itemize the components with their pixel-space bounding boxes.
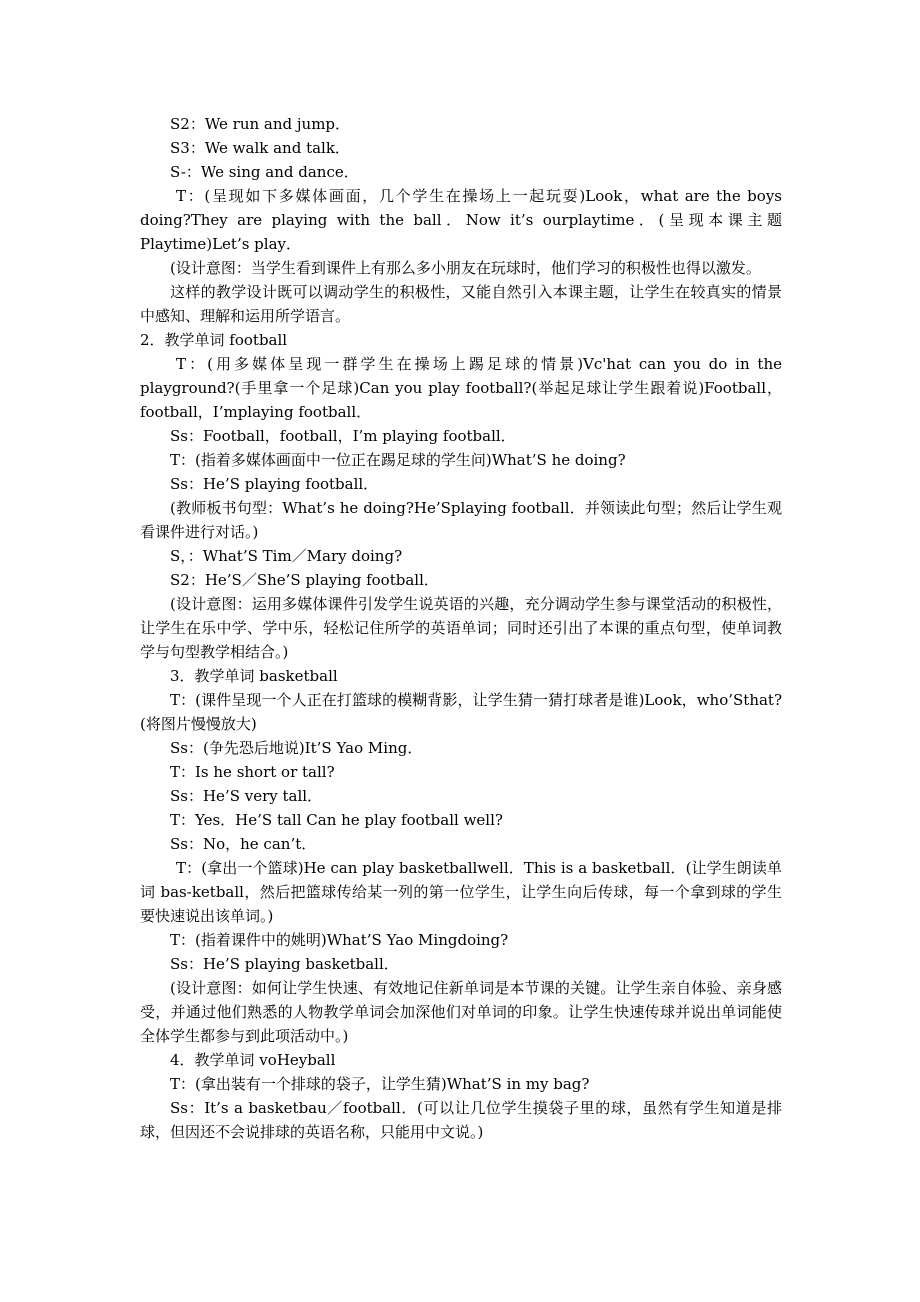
paragraph: (设计意图：运用多媒体课件引发学生说英语的兴趣，充分调动学生参与课堂活动的积极性，让学生在乐中学、学中乐，轻松记住所学的英语单词；同时还引出了本课的重点句型，使单词教学与句型教学相结合。) [140, 595, 782, 661]
paragraph: S，：What’S Tim／Mary doing? [170, 547, 403, 565]
paragraph: S2：He’S／She’S playing football． [170, 571, 439, 589]
paragraph: T：(用多媒体呈现一群学生在操场上踢足球的情景)Vc'hat can you do in the playground?(手里拿一个足球)Can you play football?(举起足球让学生跟着说)Football，football，I’mplaying football． [140, 355, 782, 421]
section-heading: 2．教学单词 football [140, 331, 288, 349]
paragraph: T：Is he short or tall? [170, 763, 335, 781]
paragraph: (设计意图：如何让学生快速、有效地记住新单词是本节课的关键。让学生亲自体验、亲身感受，并通过他们熟悉的人物教学单词会加深他们对单词的印象。让学生快速传球并说出单词能使全体学生都参与到此项活动中。) [140, 979, 782, 1045]
paragraph: Ss：He’S playing football． [170, 475, 379, 493]
paragraph: Ss：(争先恐后地说)It’S Yao Ming． [170, 739, 423, 757]
paragraph: T：(课件呈现一个人正在打篮球的模糊背影，让学生猜一猜打球者是谁)Look，who’Sthat?(将图片慢慢放大) [140, 691, 782, 733]
paragraph: Ss：He’S very tall． [170, 787, 323, 805]
paragraph: S-：We sing and dance． [170, 163, 359, 181]
paragraph: T：(呈现如下多媒体画面，几个学生在操场上一起玩耍)Look，what are the boys doing?They are playing with the ball．Now it’s ourplaytime．(呈现本课主题 Playtime)Let’s play． [140, 187, 782, 253]
paragraph: Ss：No，he can’t． [170, 835, 317, 853]
paragraph: Ss：It’s a basketbau／football．(可以让几位学生摸袋子里的球，虽然有学生知道是排球，但因还不会说排球的英语名称，只能用中文说。) [140, 1099, 782, 1141]
paragraph: T：(指着课件中的姚明)What’S Yao Mingdoing? [170, 931, 509, 949]
paragraph: T：Yes．He’S tall Can he play football well? [170, 811, 503, 829]
section-heading: 3．教学单词 basketball [170, 667, 338, 685]
paragraph: S2：We run and jump． [170, 115, 351, 133]
paragraph: (设计意图：当学生看到课件上有那么多小朋友在玩球时，他们学习的积极性也得以激发。 [170, 259, 761, 277]
paragraph: Ss：He’S playing basketball． [170, 955, 399, 973]
paragraph: 这样的教学设计既可以调动学生的积极性，又能自然引入本课主题，让学生在较真实的情景中感知、理解和运用所学语言。 [140, 283, 782, 325]
paragraph: T：(拿出一个篮球)He can play basketballwell．This is a basketball．(让学生朗读单词 bas-ketball，然后把篮球传给某一列的第一位学生，让学生向后传球，每一个拿到球的学生要快速说出该单词。) [140, 859, 782, 925]
paragraph: S3：We walk and talk． [170, 139, 350, 157]
paragraph: Ss：Football，football，I’m playing football． [170, 427, 516, 445]
section-heading: 4．教学单词 voHeyball [170, 1051, 336, 1069]
paragraph: T：(拿出装有一个排球的袋子，让学生猜)What’S in my bag? [170, 1075, 590, 1093]
paragraph: T：(指着多媒体画面中一位正在踢足球的学生问)What’S he doing? [170, 451, 626, 469]
paragraph: (教师板书句型：What’s he doing?He’Splaying football．并领读此句型；然后让学生观看课件进行对话。) [140, 499, 782, 541]
document-body [140, 112, 782, 1144]
